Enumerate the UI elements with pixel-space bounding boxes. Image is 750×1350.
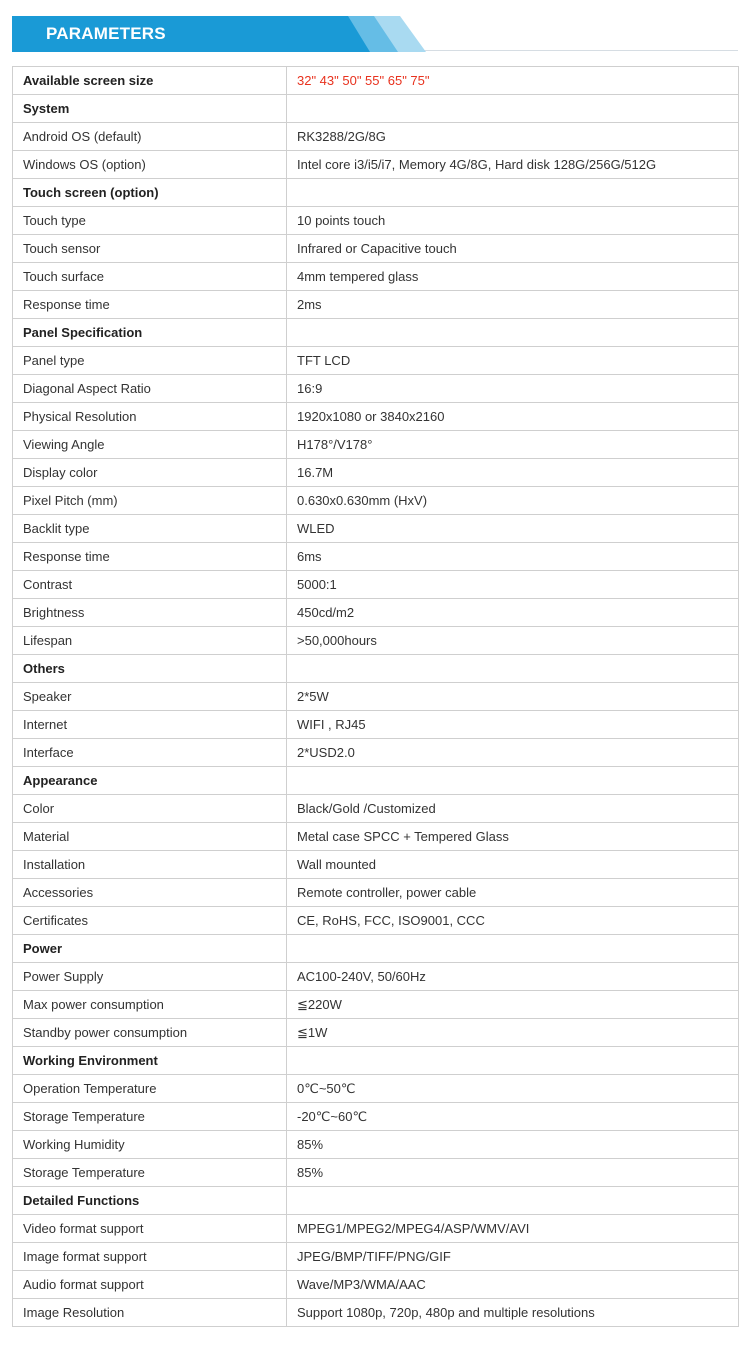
- parameter-label: Certificates: [13, 907, 287, 935]
- parameter-label: Android OS (default): [13, 123, 287, 151]
- table-row: [13, 1131, 739, 1159]
- table-row: [13, 263, 739, 291]
- parameter-value: CE, RoHS, FCC, ISO9001, CCC: [287, 907, 739, 935]
- table-row: [13, 739, 739, 767]
- parameter-label: Image format support: [13, 1243, 287, 1271]
- parameter-value: WIFI , RJ45: [287, 711, 739, 739]
- parameter-value: 4mm tempered glass: [287, 263, 739, 291]
- table-row: [13, 459, 739, 487]
- parameter-value: Intel core i3/i5/i7, Memory 4G/8G, Hard disk 128G/256G/512G: [287, 151, 739, 179]
- parameter-label: Power Supply: [13, 963, 287, 991]
- parameter-label: Operation Temperature: [13, 1075, 287, 1103]
- parameter-label: Diagonal Aspect Ratio: [13, 375, 287, 403]
- table-row: [13, 571, 739, 599]
- parameter-label: Available screen size: [13, 67, 287, 95]
- parameter-label: Pixel Pitch (mm): [13, 487, 287, 515]
- parameter-value: [287, 1187, 739, 1215]
- table-row: [13, 487, 739, 515]
- table-row: [13, 795, 739, 823]
- parameter-value: Metal case SPCC + Tempered Glass: [287, 823, 739, 851]
- table-row: [13, 711, 739, 739]
- parameter-value: 0℃~50℃: [287, 1075, 739, 1103]
- parameter-value: AC100-240V, 50/60Hz: [287, 963, 739, 991]
- section-header-row: [13, 1047, 739, 1075]
- table-row: [13, 403, 739, 431]
- table-row: [13, 1075, 739, 1103]
- table-row: [13, 1215, 739, 1243]
- parameter-value: ≦220W: [287, 991, 739, 1019]
- parameter-value: 85%: [287, 1131, 739, 1159]
- parameter-value: WLED: [287, 515, 739, 543]
- table-row: [13, 907, 739, 935]
- table-row: [13, 347, 739, 375]
- table-row: [13, 123, 739, 151]
- parameter-value: -20℃~60℃: [287, 1103, 739, 1131]
- table-row: [13, 515, 739, 543]
- parameter-label: Viewing Angle: [13, 431, 287, 459]
- section-header-row: [13, 655, 739, 683]
- parameters-table: [12, 66, 739, 1327]
- parameter-value: TFT LCD: [287, 347, 739, 375]
- section-title: Others: [13, 655, 287, 683]
- parameter-label: Standby power consumption: [13, 1019, 287, 1047]
- table-row: [13, 1103, 739, 1131]
- parameter-value: 1920x1080 or 3840x2160: [287, 403, 739, 431]
- table-row: [13, 879, 739, 907]
- parameter-value: Black/Gold /Customized: [287, 795, 739, 823]
- parameter-label: Contrast: [13, 571, 287, 599]
- section-header-row: [13, 179, 739, 207]
- table-row: [13, 1019, 739, 1047]
- parameter-label: Max power consumption: [13, 991, 287, 1019]
- parameter-label: Physical Resolution: [13, 403, 287, 431]
- parameter-label: Response time: [13, 543, 287, 571]
- table-row: [13, 1271, 739, 1299]
- table-row: [13, 543, 739, 571]
- parameter-value: 450cd/m2: [287, 599, 739, 627]
- parameter-label: Material: [13, 823, 287, 851]
- parameter-value: [287, 767, 739, 795]
- section-title: Touch screen (option): [13, 179, 287, 207]
- table-row: [13, 823, 739, 851]
- table-row: [13, 627, 739, 655]
- parameter-label: Video format support: [13, 1215, 287, 1243]
- parameter-label: Brightness: [13, 599, 287, 627]
- parameter-value: Wave/MP3/WMA/AAC: [287, 1271, 739, 1299]
- parameter-label: Storage Temperature: [13, 1103, 287, 1131]
- parameter-label: Touch type: [13, 207, 287, 235]
- parameter-label: Color: [13, 795, 287, 823]
- table-row: [13, 963, 739, 991]
- section-title: Working Environment: [13, 1047, 287, 1075]
- parameter-value: 16:9: [287, 375, 739, 403]
- parameter-value: ≦1W: [287, 1019, 739, 1047]
- parameter-label: Interface: [13, 739, 287, 767]
- parameters-table-body: [13, 67, 739, 1327]
- table-row: [13, 683, 739, 711]
- parameter-value: Remote controller, power cable: [287, 879, 739, 907]
- parameter-label: Audio format support: [13, 1271, 287, 1299]
- table-row: [13, 375, 739, 403]
- parameter-value: 32" 43" 50" 55" 65" 75": [287, 67, 739, 95]
- page-title: PARAMETERS: [46, 24, 166, 43]
- section-header-row: [13, 935, 739, 963]
- parameter-value: [287, 95, 739, 123]
- parameter-value: 85%: [287, 1159, 739, 1187]
- parameter-value: Support 1080p, 720p, 480p and multiple resolutions: [287, 1299, 739, 1327]
- section-header-row: [13, 95, 739, 123]
- parameter-label: Response time: [13, 291, 287, 319]
- parameter-label: Touch surface: [13, 263, 287, 291]
- table-row: [13, 431, 739, 459]
- table-row: [13, 991, 739, 1019]
- parameter-label: Touch sensor: [13, 235, 287, 263]
- parameter-value: [287, 319, 739, 347]
- parameter-value: >50,000hours: [287, 627, 739, 655]
- parameter-label: Backlit type: [13, 515, 287, 543]
- section-header-row: [13, 767, 739, 795]
- parameter-value: [287, 179, 739, 207]
- parameter-value: 10 points touch: [287, 207, 739, 235]
- parameter-label: Lifespan: [13, 627, 287, 655]
- parameter-label: Internet: [13, 711, 287, 739]
- parameter-label: Windows OS (option): [13, 151, 287, 179]
- parameter-label: Accessories: [13, 879, 287, 907]
- table-row: [13, 1243, 739, 1271]
- table-row: [13, 599, 739, 627]
- table-row: [13, 291, 739, 319]
- table-row: [13, 851, 739, 879]
- section-header-row: [13, 1187, 739, 1215]
- table-row: [13, 235, 739, 263]
- parameter-value: 0.630x0.630mm (HxV): [287, 487, 739, 515]
- parameter-label: Storage Temperature: [13, 1159, 287, 1187]
- section-header-row: [13, 319, 739, 347]
- parameter-value: 2ms: [287, 291, 739, 319]
- parameter-value: Wall mounted: [287, 851, 739, 879]
- parameter-label: Working Humidity: [13, 1131, 287, 1159]
- section-title: Appearance: [13, 767, 287, 795]
- parameters-header: [12, 16, 738, 52]
- parameter-value: H178°/V178°: [287, 431, 739, 459]
- parameter-label: Display color: [13, 459, 287, 487]
- table-row: [13, 151, 739, 179]
- parameter-value: 2*USD2.0: [287, 739, 739, 767]
- table-row: [13, 1159, 739, 1187]
- table-row: [13, 207, 739, 235]
- parameter-value: 16.7M: [287, 459, 739, 487]
- parameter-value: 6ms: [287, 543, 739, 571]
- parameter-label: Panel type: [13, 347, 287, 375]
- parameter-label: Installation: [13, 851, 287, 879]
- parameter-label: Image Resolution: [13, 1299, 287, 1327]
- section-title: System: [13, 95, 287, 123]
- section-title: Power: [13, 935, 287, 963]
- parameter-value: [287, 655, 739, 683]
- parameter-value: JPEG/BMP/TIFF/PNG/GIF: [287, 1243, 739, 1271]
- parameter-label: Speaker: [13, 683, 287, 711]
- table-row: [13, 1299, 739, 1327]
- parameter-value: 5000:1: [287, 571, 739, 599]
- parameter-value: [287, 1047, 739, 1075]
- table-row: [13, 67, 739, 95]
- parameter-value: RK3288/2G/8G: [287, 123, 739, 151]
- section-title: Detailed Functions: [13, 1187, 287, 1215]
- parameter-value: MPEG1/MPEG2/MPEG4/ASP/WMV/AVI: [287, 1215, 739, 1243]
- section-title: Panel Specification: [13, 319, 287, 347]
- parameter-value: 2*5W: [287, 683, 739, 711]
- parameter-value: [287, 935, 739, 963]
- parameter-value: Infrared or Capacitive touch: [287, 235, 739, 263]
